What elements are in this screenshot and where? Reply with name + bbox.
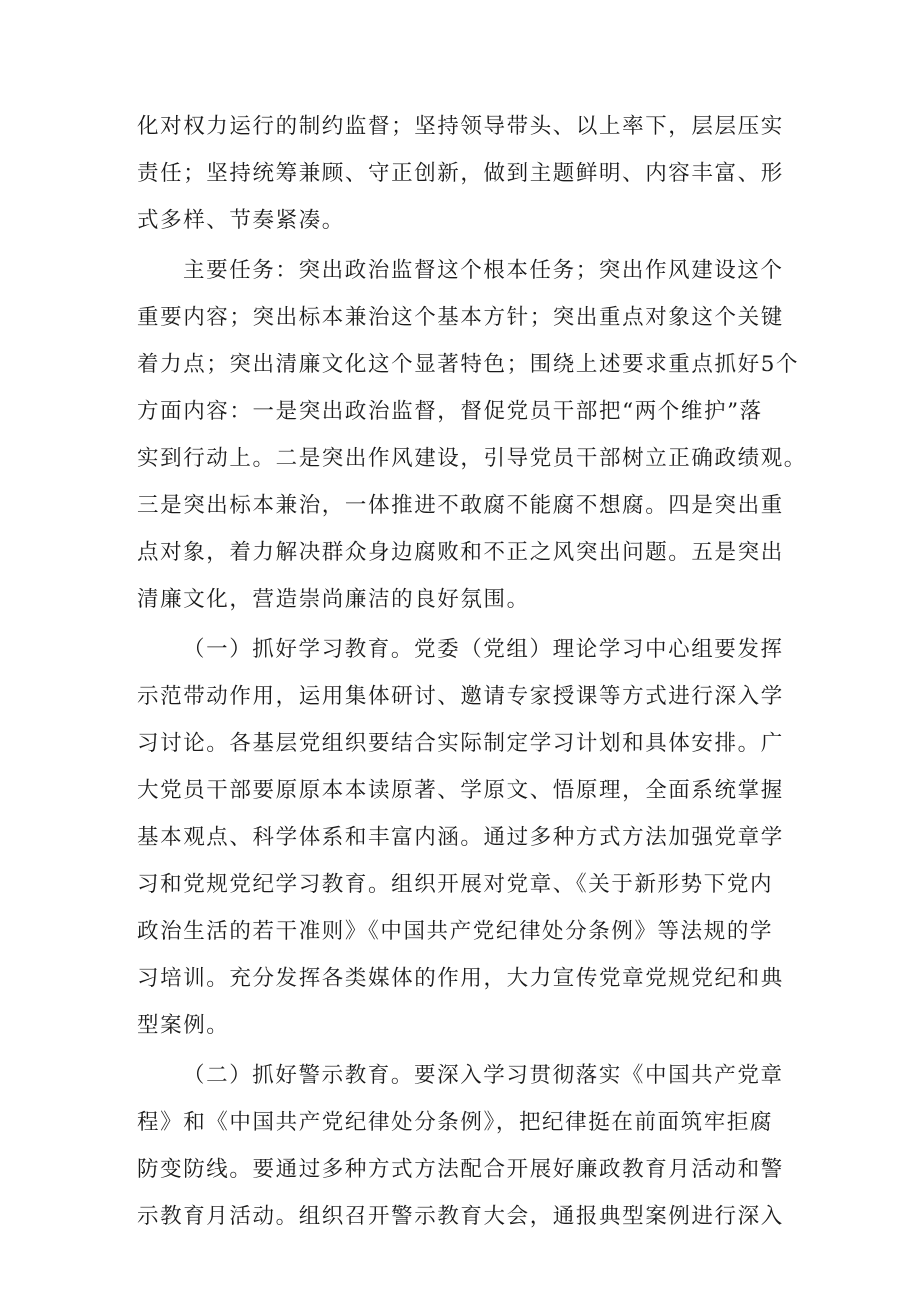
text-line: 责任；坚持统筹兼顾、守正创新，做到主题鲜明、内容丰富、形 bbox=[137, 161, 784, 186]
text-line: 示教育月活动。组织召开警示教育大会，通报典型案例进行深入 bbox=[137, 1204, 784, 1229]
text-line: 重要内容；突出标本兼治这个基本方针；突出重点对象这个关键 bbox=[137, 305, 784, 330]
paragraph-main-tasks bbox=[137, 247, 807, 623]
text-line: 习和党规党纪学习教育。组织开展对党章、《关于新形势下党内 bbox=[137, 872, 774, 897]
text-line: 习讨论。各基层党组织要结合实际制定学习计划和具体安排。广 bbox=[137, 731, 784, 756]
text-line: 程》和《中国共产党纪律处分条例》，把纪律挺在前面筑牢拒腐 bbox=[137, 1110, 774, 1135]
text-line: （一）抓好学习教育。党委（党组）理论学习中心组要发挥 bbox=[183, 637, 784, 662]
text-line: 方面内容：一是突出政治监督，督促党员干部把“两个维护”落 bbox=[137, 399, 763, 424]
paragraph-warning-education bbox=[137, 1052, 797, 1240]
text-line: 示范带动作用，运用集体研讨、邀请专家授课等方式进行深入学 bbox=[137, 684, 784, 709]
text-line: （二）抓好警示教育。要深入学习贯彻落实《中国共产党章 bbox=[183, 1063, 784, 1088]
text-line: 三是突出标本兼治，一体推进不敢腐不能腐不想腐。四是突出重 bbox=[137, 493, 784, 518]
text-line: 着力点；突出清廉文化这个显著特色；围绕上述要求重点抓好5个 bbox=[137, 352, 800, 377]
text-line: 型案例。 bbox=[137, 1013, 230, 1038]
text-line: 实到行动上。二是突出作风建设，引导党员干部树立正确政绩观。 bbox=[137, 446, 807, 471]
text-line: 主要任务：突出政治监督这个根本任务；突出作风建设这个 bbox=[183, 258, 784, 283]
text-line: 化对权力运行的制约监督；坚持领导带头、以上率下，层层压实 bbox=[137, 114, 784, 139]
text-line: 基本观点、科学体系和丰富内涵。通过多种方式方法加强党章学 bbox=[137, 825, 784, 850]
text-line: 政治生活的若干准则》《中国共产党纪律处分条例》等法规的学 bbox=[137, 919, 774, 944]
text-line: 习培训。充分发挥各类媒体的作用，大力宣传党章党规党纪和典 bbox=[137, 966, 784, 991]
document-body bbox=[137, 103, 807, 1240]
paragraph-continuation bbox=[137, 103, 797, 244]
text-line: 点对象，着力解决群众身边腐败和不正之风突出问题。五是突出 bbox=[137, 540, 784, 565]
text-line: 防变防线。要通过多种方式方法配合开展好廉政教育月活动和警 bbox=[137, 1157, 784, 1182]
text-line: 式多样、节奏紧凑。 bbox=[137, 208, 345, 233]
text-line: 大党员干部要原原本本读原著、学原文、悟原理，全面系统掌握 bbox=[137, 778, 784, 803]
paragraph-study-education bbox=[137, 626, 797, 1049]
text-line: 清廉文化，营造崇尚廉洁的良好氛围。 bbox=[137, 587, 530, 612]
